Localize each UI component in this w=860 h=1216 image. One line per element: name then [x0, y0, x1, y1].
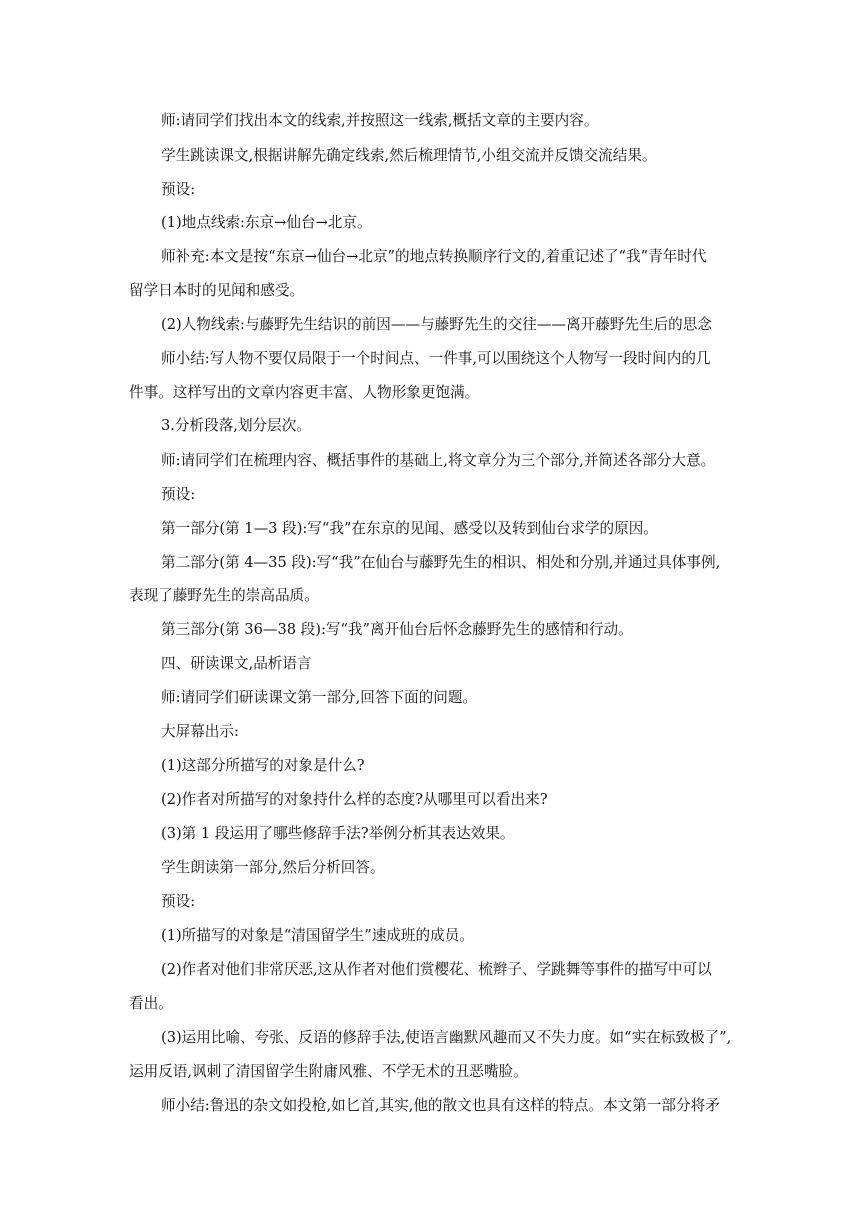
- paragraph-line: 件事。这样写出的文章内容更丰富、人物形象更饱满。: [129, 384, 480, 401]
- paragraph-line: (3)运用比喻、夸张、反语的修辞手法,使语言幽默风趣而又不失力度。如“实在标致极了”,: [161, 1029, 732, 1046]
- paragraph-line: 3.分析段落,划分层次。: [161, 417, 311, 434]
- paragraph-line: 师:请同学们研读课文第一部分,回答下面的问题。: [161, 689, 478, 706]
- paragraph-line: 师补充:本文是按“东京→仙台→北京”的地点转换顺序行文的,着重记述了“我”青年时代: [161, 248, 707, 265]
- paragraph-line: 师:请同学们找出本文的线索,并按照这一线索,概括文章的主要内容。: [161, 112, 599, 129]
- section-heading: 四、研读课文,品析语言: [161, 655, 312, 672]
- paragraph-line: 留学日本时的见闻和感受。: [129, 282, 305, 299]
- paragraph-line: 预设:: [161, 486, 196, 503]
- paragraph-line: (1)地点线索:东京→仙台→北京。: [161, 214, 372, 231]
- paragraph-line: 预设:: [161, 181, 196, 198]
- paragraph-line: 大屏幕出示:: [161, 723, 239, 740]
- paragraph-line: (2)人物线索:与藤野先生结识的前因——与藤野先生的交往——离开藤野先生后的思念: [161, 316, 712, 333]
- paragraph-line: 运用反语,讽刺了清国留学生附庸风雅、不学无术的丑恶嘴脸。: [129, 1063, 528, 1080]
- paragraph-line: 第一部分(第 1—3 段):写“我”在东京的见闻、感受以及转到仙台求学的原因。: [161, 520, 658, 537]
- paragraph-line: (2)作者对他们非常厌恶,这从作者对他们赏樱花、梳辫子、学跳舞等事件的描写中可以: [161, 961, 712, 978]
- paragraph-line: 师小结:写人物不要仅局限于一个时间点、一件事,可以围绕这个人物写一段时间内的几: [161, 350, 711, 367]
- paragraph-line: 预设:: [161, 893, 196, 910]
- paragraph-line: (2)作者对所描写的对象持什么样的态度?从哪里可以看出来?: [161, 791, 548, 808]
- paragraph-line: 看出。: [129, 995, 173, 1012]
- paragraph-line: 师小结:鲁迅的杂文如投枪,如匕首,其实,他的散文也具有这样的特点。本文第一部分将矛: [161, 1097, 720, 1114]
- paragraph-line: (3)第 1 段运用了哪些修辞手法?举例分析其表达效果。: [161, 825, 515, 842]
- paragraph-line: (1)这部分所描写的对象是什么?: [161, 757, 365, 774]
- paragraph-line: 师:请同学们在梳理内容、概括事件的基础上,将文章分为三个部分,并简述各部分大意。: [161, 452, 716, 469]
- paragraph-line: 学生朗读第一部分,然后分析回答。: [161, 859, 385, 876]
- paragraph-line: (1)所描写的对象是“清国留学生”速成班的成员。: [161, 927, 474, 944]
- paragraph-line: 表现了藤野先生的崇高品质。: [129, 587, 319, 604]
- paragraph-line: 第三部分(第 36—38 段):写“我”离开仙台后怀念藤野先生的感情和行动。: [161, 621, 633, 638]
- paragraph-line: 学生跳读课文,根据讲解先确定线索,然后梳理情节,小组交流并反馈交流结果。: [161, 147, 657, 164]
- paragraph-line: 第二部分(第 4—35 段):写“我”在仙台与藤野先生的相识、相处和分别,并通过具体事例,: [161, 554, 721, 571]
